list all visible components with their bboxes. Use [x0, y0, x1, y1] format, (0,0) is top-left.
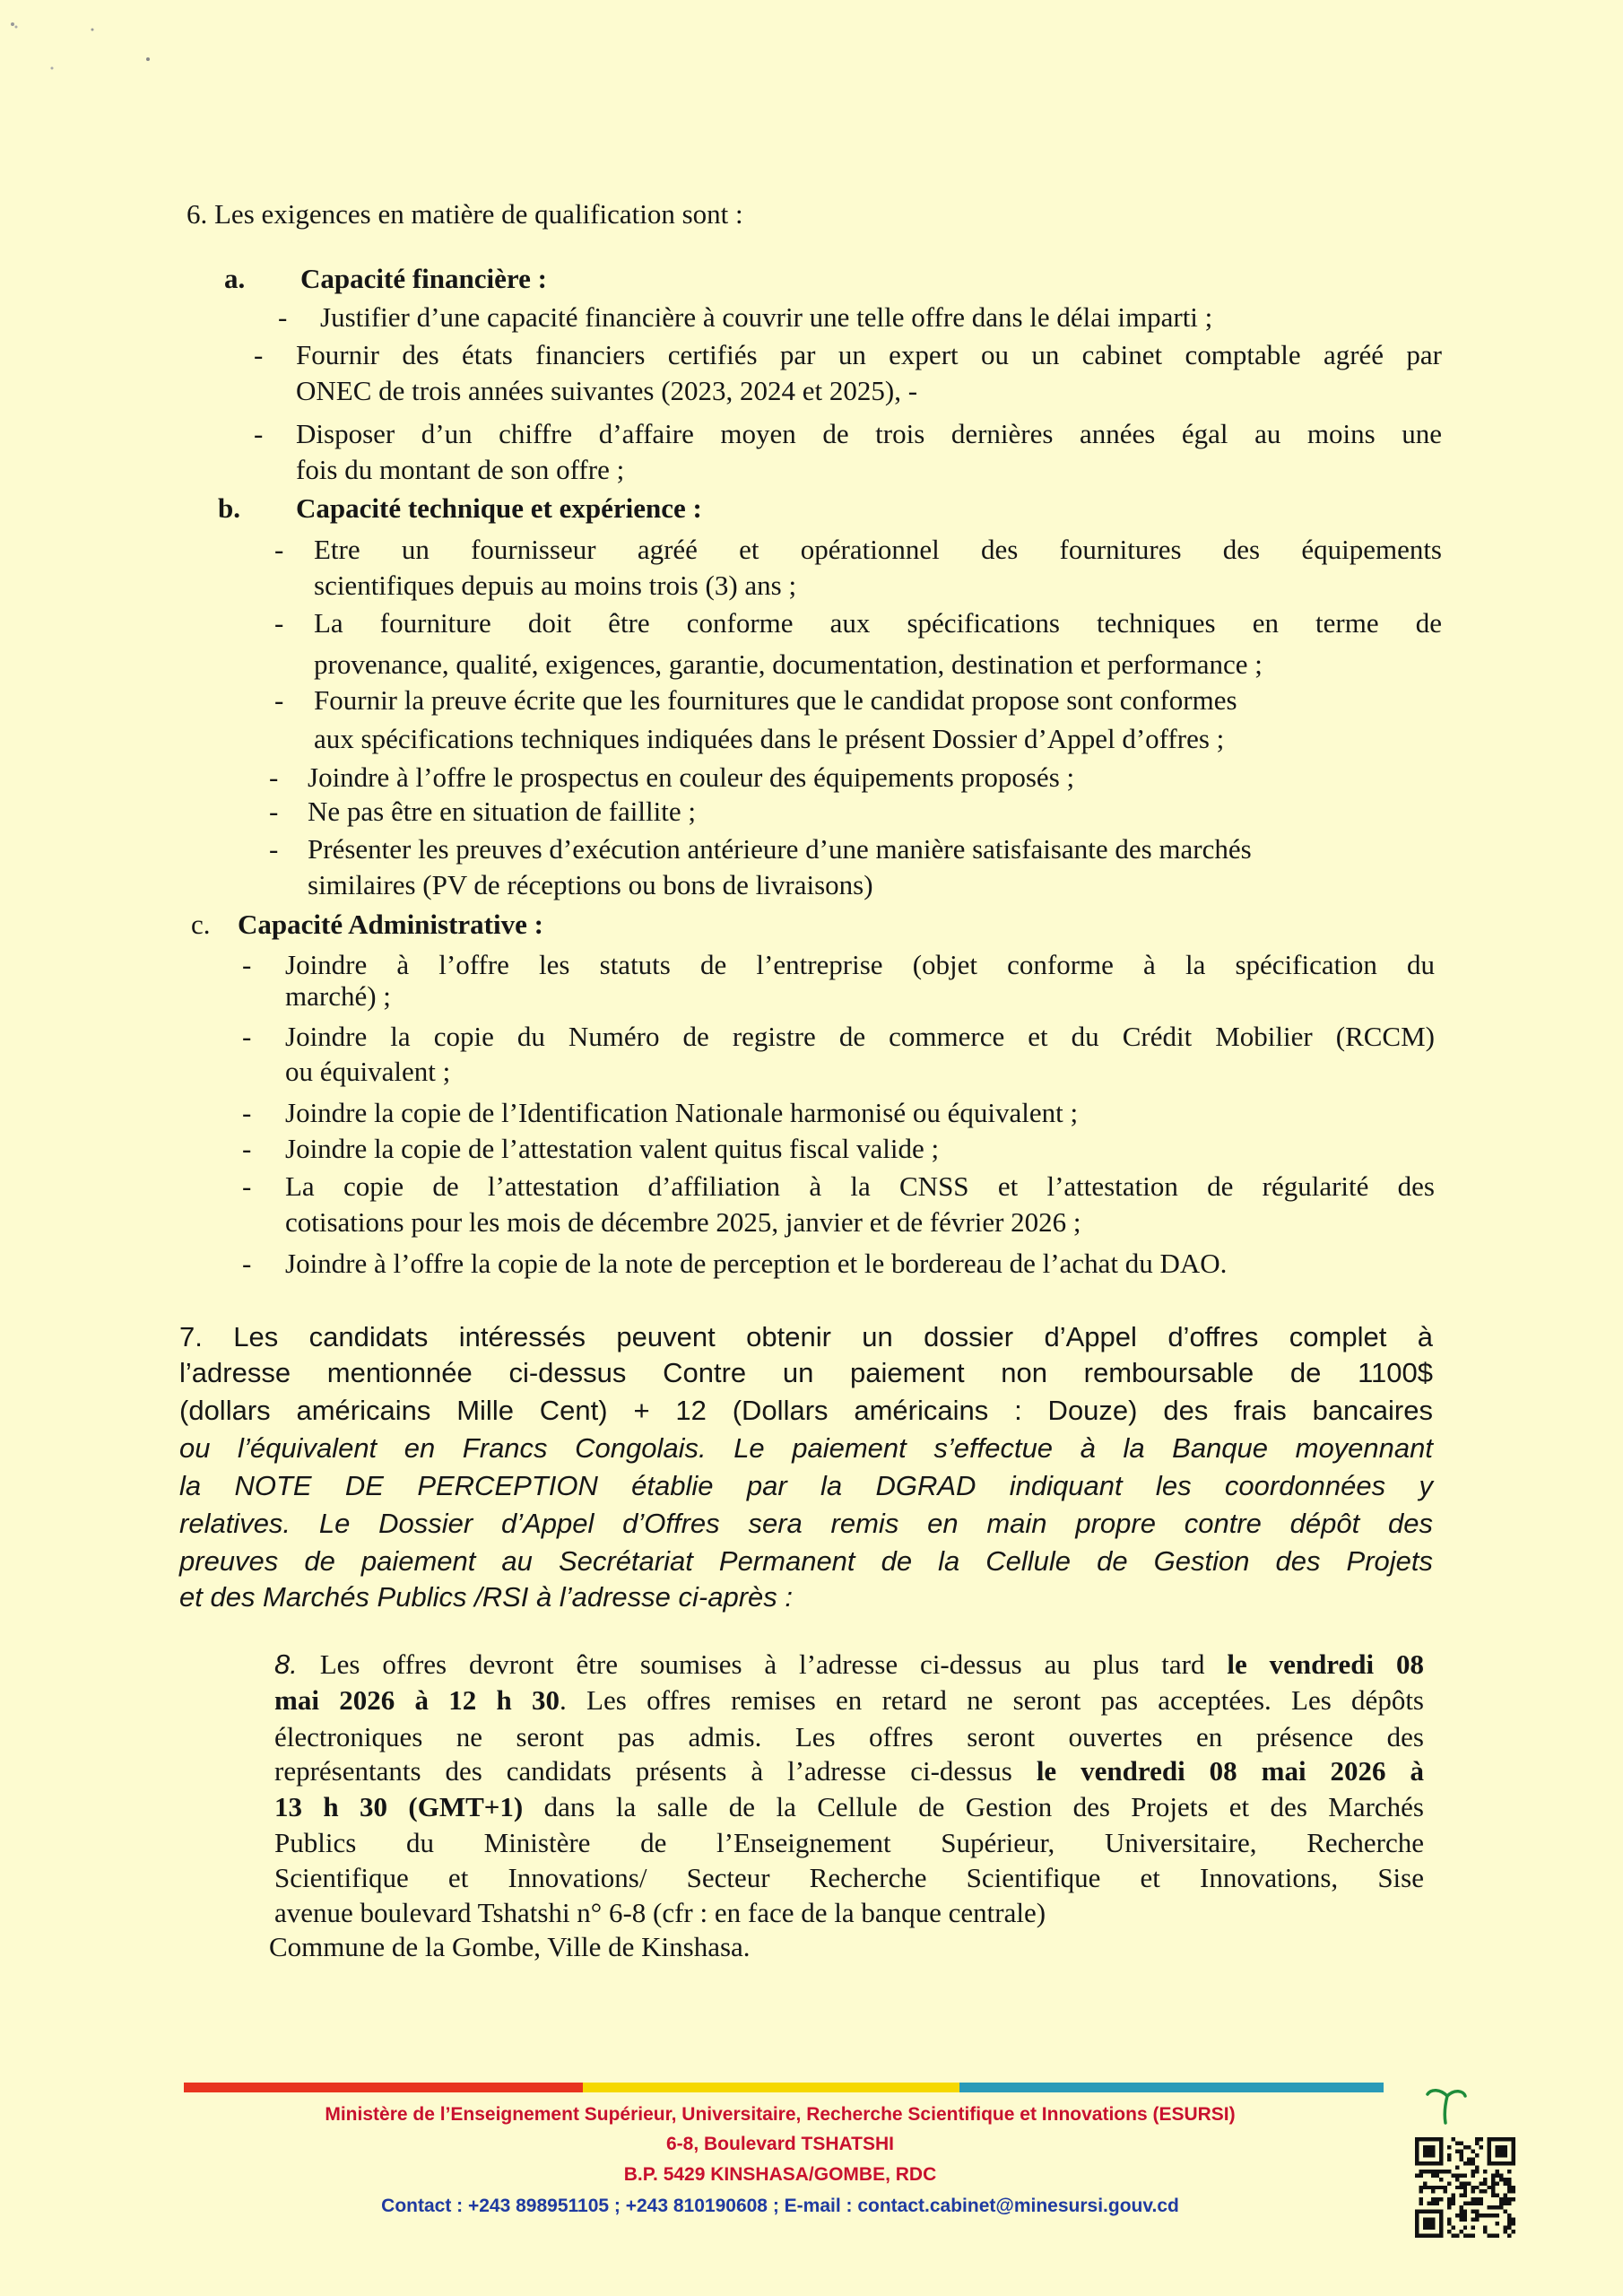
section-6b-title: Capacité technique et expérience : [296, 492, 702, 524]
flag-bar-yellow [583, 2083, 959, 2092]
bullet-dash: - [274, 607, 284, 639]
section-7-line: la NOTE DE PERCEPTION établie par la DGRAD indiquant les coordonnées y [179, 1470, 1433, 1501]
bullet-dash: - [242, 1097, 252, 1128]
bullet-dash: - [269, 796, 279, 827]
section-7-line: l’adresse mentionnée ci-dessus Contre un paiement non remboursable de 1100$ [179, 1357, 1433, 1388]
list-item: Fournir la preuve écrite que les fournitures que le candidat propose sont conformes [314, 684, 1237, 716]
bullet-dash: - [254, 339, 264, 370]
list-item: Joindre la copie du Numéro de registre de commerce et du Crédit Mobilier (RCCM) [285, 1021, 1435, 1052]
list-item-cont: aux spécifications techniques indiquées dans le présent Dossier d’Appel d’offres ; [314, 723, 1225, 754]
section-7-line: preuves de paiement au Secrétariat Permanent de la Cellule de Gestion des Projets [179, 1545, 1433, 1577]
list-item-cont: fois du montant de son offre ; [296, 454, 625, 485]
list-item-cont: marché) ; [285, 980, 391, 1012]
section-7-line: (dollars américains Mille Cent) + 12 (Dollars américains : Douze) des frais bancaires [179, 1395, 1433, 1426]
list-item-cont: similaires (PV de réceptions ou bons de livraisons) [308, 869, 873, 900]
section-7-line: 7. Les candidats intéressés peuvent obtenir un dossier d’Appel d’offres complet à [179, 1321, 1433, 1352]
list-item-cont: cotisations pour les mois de décembre 2025, janvier et de février 2026 ; [285, 1206, 1081, 1238]
bullet-dash: - [278, 301, 288, 333]
bullet-dash: - [242, 949, 252, 980]
section-6c-letter: c. [191, 909, 211, 940]
section-8-line: électroniques ne seront pas admis. Les offres seront ouvertes en présence des [274, 1721, 1424, 1752]
bullet-dash: - [269, 761, 279, 793]
bullet-dash: - [274, 684, 284, 716]
bullet-dash: - [242, 1170, 252, 1202]
bullet-dash: - [242, 1021, 252, 1052]
list-item: Justifier d’une capacité financière à couvrir une telle offre dans le délai imparti ; [320, 301, 1213, 333]
list-item-cont: provenance, qualité, exigences, garantie, documentation, destination et performance ; [314, 648, 1263, 680]
list-item-cont: ONEC de trois années suivantes (2023, 2024 et 2025), - [296, 375, 918, 406]
list-item-cont: scientifiques depuis au moins trois (3) ans ; [314, 570, 797, 601]
section-8-line: 8. Les offres devront être soumises à l’adresse ci-dessus au plus tard le vendredi 08 [274, 1648, 1424, 1680]
section-8-line: avenue boulevard Tshatshi n° 6-8 (cfr : en face de la banque centrale) [274, 1897, 1046, 1928]
section-7-line: relatives. Le Dossier d’Appel d’Offres sera remis en main propre contre dépôt des [179, 1508, 1433, 1539]
list-item: Joindre à l’offre le prospectus en couleur des équipements proposés ; [308, 761, 1075, 793]
bullet-dash: - [242, 1248, 252, 1279]
scan-specks [0, 0, 179, 81]
section-8-line: Publics du Ministère de l’Enseignement Supérieur, Universitaire, Recherche [274, 1827, 1424, 1858]
list-item: Joindre la copie de l’Identification Nationale harmonisé ou équivalent ; [285, 1097, 1079, 1128]
section-8-line: représentants des candidats présents à l’adresse ci-dessus le vendredi 08 mai 2026 à [274, 1755, 1424, 1787]
section-8-number: 8. [274, 1648, 298, 1680]
section-6a-title: Capacité financière : [300, 263, 547, 294]
bullet-dash: - [254, 418, 264, 449]
bullet-dash: - [274, 534, 284, 565]
section-8-line: 13 h 30 (GMT+1) dans la salle de la Cellule de Gestion des Projets et des Marchés [274, 1791, 1424, 1822]
list-item: Joindre à l’offre les statuts de l’entreprise (objet conforme à la spécification du [285, 949, 1435, 980]
list-item: Joindre à l’offre la copie de la note de perception et le bordereau de l’achat du DAO. [285, 1248, 1228, 1279]
section-8-line: mai 2026 à 12 h 30. Les offres remises en retard ne seront pas acceptées. Les dépôts [274, 1684, 1424, 1716]
list-item: La copie de l’attestation d’affiliation à la CNSS et l’attestation de régularité des [285, 1170, 1435, 1202]
footer-ministry: Ministère de l’Enseignement Supérieur, Universitaire, Recherche Scientifique et Innovations (ESURSI) [325, 2104, 1236, 2125]
footer-address: 6-8, Boulevard TSHATSHI [666, 2134, 894, 2154]
qr-code-icon [1415, 2137, 1515, 2238]
section-7-line: ou l’équivalent en Francs Congolais. Le paiement s’effectue à la Banque moyennant [179, 1432, 1433, 1464]
footer-flag-bar [184, 2083, 1384, 2092]
list-item: La fourniture doit être conforme aux spécifications techniques en terme de [314, 607, 1442, 639]
section-7-line: et des Marchés Publics /RSI à l’adresse ci-après : [179, 1581, 793, 1613]
list-item: Joindre la copie de l’attestation valent quitus fiscal valide ; [285, 1133, 940, 1164]
list-item-cont: ou équivalent ; [285, 1056, 451, 1087]
list-item: Fournir des états financiers certifiés par un expert ou un cabinet comptable agréé par [296, 339, 1442, 370]
bullet-dash: - [269, 833, 279, 865]
section-6b-letter: b. [218, 492, 240, 524]
section-6c-title: Capacité Administrative : [238, 909, 543, 940]
list-item: Ne pas être en situation de faillite ; [308, 796, 696, 827]
footer-po-box: B.P. 5429 KINSHASA/GOMBE, RDC [623, 2164, 937, 2185]
flag-bar-blue [959, 2083, 1384, 2092]
section-6-intro: 6. Les exigences en matière de qualification sont : [187, 198, 743, 230]
list-item: Etre un fournisseur agréé et opérationnel des fournitures des équipements [314, 534, 1442, 565]
list-item: Présenter les preuves d’exécution antérieure d’une manière satisfaisante des marchés [308, 833, 1252, 865]
footer-contact: Contact : +243 898951105 ; +243 810190608 ; E-mail : contact.cabinet@minesursi.gouv.cd [381, 2196, 1179, 2216]
sprout-logo-icon [1424, 2085, 1469, 2125]
section-8-line: Commune de la Gombe, Ville de Kinshasa. [269, 1931, 751, 1962]
section-6a-letter: a. [224, 263, 246, 294]
flag-bar-red [184, 2083, 583, 2092]
section-8-line: Scientifique et Innovations/ Secteur Recherche Scientifique et Innovations, Sise [274, 1862, 1424, 1893]
list-item: Disposer d’un chiffre d’affaire moyen de trois dernières années égal au moins une [296, 418, 1442, 449]
bullet-dash: - [242, 1133, 252, 1164]
